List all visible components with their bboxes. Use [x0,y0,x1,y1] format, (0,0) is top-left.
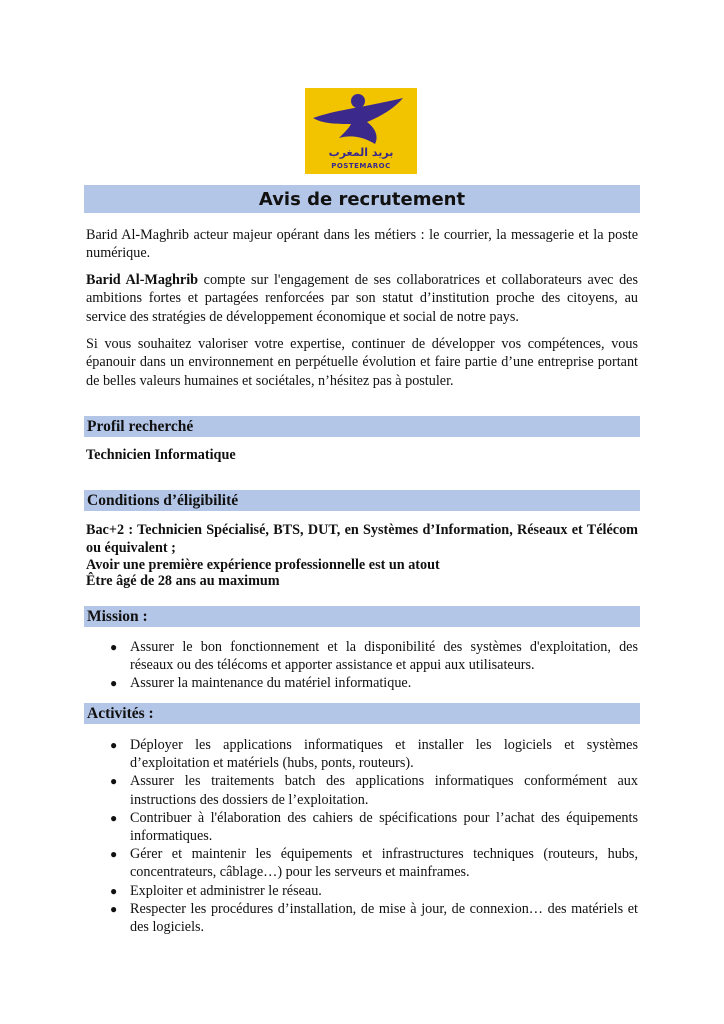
bullet-icon: ● [110,883,118,898]
section-heading-conditions: Conditions d’éligibilité [84,490,640,511]
conditions-line-2: Avoir une première expérience professionnelle est un atout [86,557,440,573]
conditions-line-1: Bac+2 : Technicien Spécialisé, BTS, DUT, en Systèmes d’Information, Réseaux et Télécom ou équivalent ; [86,522,638,556]
bullet-icon: ● [110,810,118,825]
list-item: ● Contribuer à l'élaboration des cahiers de spécifications pour l’achat des équipements informatiques. [110,809,638,845]
bullet-icon: ● [110,640,118,654]
section-heading-activites: Activités : [84,703,640,724]
company-name-bold: Barid Al-Maghrib [86,272,199,288]
page-title: Avis de recrutement [258,188,466,210]
bullet-icon: ● [110,738,118,752]
bullet-icon: ● [110,901,118,916]
activites-list [106,736,638,936]
list-item: ● Déployer les applications informatiques et installer les logiciels et systèmes d’exploitation et matériels (hubs, ponts, routeurs). [110,737,638,772]
poste-maroc-logo [305,88,417,174]
section-heading-mission: Mission : [84,606,640,627]
bullet-icon: ● [110,774,118,789]
conditions-line-3: Être âgé de 28 ans au maximum [86,573,280,589]
list-item: ● Gérer et maintenir les équipements et infrastructures techniques (routeurs, hubs, concentrateurs, câblage…) pour les serveurs et mainframes. [110,846,638,881]
logo-latin-text: POSTEMAROC [331,162,391,170]
intro-paragraph-1: Barid Al-Maghrib acteur majeur opérant dans les métiers : le courrier, la messagerie et la poste numérique. [86,227,638,262]
list-item: ● Assurer les traitements batch des applications informatiques conformément aux instructions des dossiers de l’exploitation. [110,773,638,808]
logo-arabic-text: بريد المغرب [328,146,394,159]
bullet-icon: ● [110,676,118,691]
bullet-icon: ● [110,847,118,862]
list-item: ● Exploiter et administrer le réseau. [110,882,322,899]
section-heading-profil: Profil recherché [84,416,640,437]
list-item: ● Respecter les procédures d’installation, de mise à jour, de connexion… des matériels et des logiciels. [110,900,638,936]
profil-value: Technicien Informatique [86,447,236,463]
intro-paragraph-3: Si vous souhaitez valoriser votre expertise, continuer de développer vos compétences, vous épanouir dans un environnement en perpétuelle évolution et faire partie d’une entreprise portant de belles valeurs humaines et sociétales, n’hésitez pas à postuler. [86,336,638,389]
intro-paragraph-2 [86,271,638,326]
title-banner [84,185,640,213]
mission-list [106,638,638,693]
list-item: ● Assurer le bon fonctionnement et la disponibilité des systèmes d'exploitation, des réseaux ou des télécoms et apporter assistance et appui aux utilisateurs. [110,639,638,674]
list-item: ● Assurer la maintenance du matériel informatique. [110,675,412,692]
intro-paragraph-2-text: compte sur l'engagement de ses collaboratrices et collaborateurs avec des ambitions fortes et partagées renforcées par son statut d’institution proche des citoyens, au service des stratégies de développement économique et social de notre pays. [86,272,638,325]
